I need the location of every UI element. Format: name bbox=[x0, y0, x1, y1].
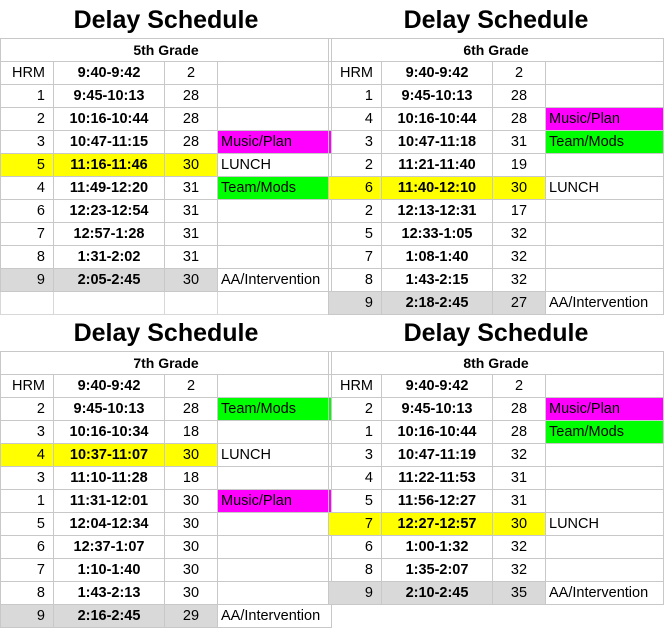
time-cell: 2:18-2:45 bbox=[382, 292, 493, 315]
table-row bbox=[329, 582, 664, 605]
time-cell: 1:10-1:40 bbox=[54, 559, 165, 582]
minutes-cell: 28 bbox=[165, 398, 218, 421]
note-cell: AA/Intervention bbox=[546, 292, 664, 315]
table-row bbox=[329, 559, 664, 582]
minutes-cell: 18 bbox=[165, 421, 218, 444]
grade-header-row bbox=[1, 352, 332, 375]
hrm-cell: HRM bbox=[329, 375, 382, 398]
time-cell: 2:05-2:45 bbox=[54, 269, 165, 292]
time-cell: 10:47-11:15 bbox=[54, 131, 165, 154]
table-row bbox=[1, 375, 332, 398]
time-cell: 1:35-2:07 bbox=[382, 559, 493, 582]
table-row bbox=[329, 154, 664, 177]
schedule-table bbox=[0, 38, 332, 315]
minutes-cell: 28 bbox=[165, 108, 218, 131]
minutes-cell: 30 bbox=[165, 444, 218, 467]
hrm-cell: 7 bbox=[329, 513, 382, 536]
time-cell: 9:45-10:13 bbox=[54, 85, 165, 108]
hrm-cell: 6 bbox=[329, 177, 382, 200]
hrm-cell: 8 bbox=[329, 269, 382, 292]
grade-label: 7th Grade bbox=[1, 352, 332, 375]
table-row bbox=[1, 177, 332, 200]
schedule-7th-grade bbox=[0, 313, 332, 628]
note-cell bbox=[218, 536, 332, 559]
table-row bbox=[329, 398, 664, 421]
note-cell bbox=[218, 246, 332, 269]
table-row bbox=[329, 85, 664, 108]
hrm-cell: 5 bbox=[1, 154, 54, 177]
minutes-cell: 30 bbox=[165, 269, 218, 292]
schedule-5th-grade bbox=[0, 0, 332, 315]
hrm-cell: 7 bbox=[1, 559, 54, 582]
hrm-cell: 2 bbox=[329, 200, 382, 223]
note-cell: LUNCH bbox=[218, 154, 332, 177]
time-cell: 9:40-9:42 bbox=[382, 62, 493, 85]
hrm-cell: 3 bbox=[329, 131, 382, 154]
time-cell: 11:10-11:28 bbox=[54, 467, 165, 490]
minutes-cell: 30 bbox=[165, 559, 218, 582]
hrm-cell: 1 bbox=[329, 85, 382, 108]
empty-cell bbox=[218, 292, 332, 315]
schedule-title: Delay Schedule bbox=[73, 6, 259, 34]
note-cell bbox=[218, 513, 332, 536]
hrm-cell: 3 bbox=[1, 131, 54, 154]
table-row bbox=[1, 490, 332, 513]
schedule-title: Delay Schedule bbox=[73, 319, 259, 347]
hrm-cell: 4 bbox=[1, 444, 54, 467]
hrm-cell: 5 bbox=[1, 513, 54, 536]
hrm-cell: 4 bbox=[1, 177, 54, 200]
note-cell: LUNCH bbox=[546, 177, 664, 200]
table-row bbox=[329, 177, 664, 200]
note-cell bbox=[546, 246, 664, 269]
note-cell: Music/Plan bbox=[546, 108, 664, 131]
time-cell: 2:10-2:45 bbox=[382, 582, 493, 605]
note-cell bbox=[218, 108, 332, 131]
time-cell: 2:16-2:45 bbox=[54, 605, 165, 628]
note-cell bbox=[218, 559, 332, 582]
note-cell: AA/Intervention bbox=[218, 269, 332, 292]
table-row bbox=[329, 269, 664, 292]
hrm-cell: 6 bbox=[1, 536, 54, 559]
hrm-cell: 6 bbox=[329, 536, 382, 559]
note-cell bbox=[218, 375, 332, 398]
time-cell: 10:47-11:18 bbox=[382, 131, 493, 154]
note-cell bbox=[546, 85, 664, 108]
table-row bbox=[329, 131, 664, 154]
minutes-cell: 35 bbox=[493, 582, 546, 605]
minutes-cell: 32 bbox=[493, 223, 546, 246]
minutes-cell: 17 bbox=[493, 200, 546, 223]
note-cell bbox=[218, 62, 332, 85]
table-row bbox=[329, 421, 664, 444]
note-cell: LUNCH bbox=[218, 444, 332, 467]
time-cell: 9:40-9:42 bbox=[54, 62, 165, 85]
minutes-cell: 29 bbox=[165, 605, 218, 628]
hrm-cell: 5 bbox=[329, 223, 382, 246]
table-row bbox=[1, 62, 332, 85]
minutes-cell: 30 bbox=[493, 513, 546, 536]
grade-label: 6th Grade bbox=[329, 39, 664, 62]
note-cell bbox=[218, 200, 332, 223]
time-cell: 9:45-10:13 bbox=[54, 398, 165, 421]
note-cell: Team/Mods bbox=[218, 398, 332, 421]
minutes-cell: 31 bbox=[493, 131, 546, 154]
note-cell bbox=[546, 154, 664, 177]
time-cell: 1:43-2:15 bbox=[382, 269, 493, 292]
hrm-cell: 9 bbox=[1, 269, 54, 292]
time-cell: 10:16-10:44 bbox=[382, 108, 493, 131]
table-row bbox=[329, 292, 664, 315]
hrm-cell: 8 bbox=[1, 246, 54, 269]
schedule-table bbox=[0, 351, 332, 628]
minutes-cell: 2 bbox=[493, 62, 546, 85]
note-cell: AA/Intervention bbox=[546, 582, 664, 605]
note-cell bbox=[218, 467, 332, 490]
hrm-cell: 8 bbox=[1, 582, 54, 605]
note-cell: LUNCH bbox=[546, 513, 664, 536]
grade-header-row bbox=[329, 39, 664, 62]
time-cell: 12:37-1:07 bbox=[54, 536, 165, 559]
schedule-title: Delay Schedule bbox=[403, 6, 589, 34]
table-row bbox=[1, 421, 332, 444]
time-cell: 9:45-10:13 bbox=[382, 85, 493, 108]
note-cell: Music/Plan bbox=[546, 398, 664, 421]
time-cell: 10:16-10:34 bbox=[54, 421, 165, 444]
minutes-cell: 31 bbox=[493, 490, 546, 513]
grade-label: 5th Grade bbox=[1, 39, 332, 62]
minutes-cell: 2 bbox=[493, 375, 546, 398]
table-row bbox=[1, 269, 332, 292]
minutes-cell: 28 bbox=[165, 85, 218, 108]
table-row bbox=[1, 246, 332, 269]
table-row bbox=[1, 582, 332, 605]
hrm-cell: 1 bbox=[1, 490, 54, 513]
minutes-cell: 19 bbox=[493, 154, 546, 177]
minutes-cell: 28 bbox=[493, 421, 546, 444]
hrm-cell: 9 bbox=[329, 292, 382, 315]
time-cell: 9:40-9:42 bbox=[382, 375, 493, 398]
empty-cell bbox=[54, 292, 165, 315]
hrm-cell: 1 bbox=[329, 421, 382, 444]
table-row bbox=[1, 223, 332, 246]
minutes-cell: 2 bbox=[165, 375, 218, 398]
hrm-cell: 2 bbox=[1, 398, 54, 421]
note-cell bbox=[546, 269, 664, 292]
note-cell bbox=[546, 375, 664, 398]
time-cell: 10:47-11:19 bbox=[382, 444, 493, 467]
schedule-table bbox=[328, 38, 664, 315]
grade-header-row bbox=[329, 352, 664, 375]
table-row bbox=[1, 467, 332, 490]
minutes-cell: 18 bbox=[165, 467, 218, 490]
minutes-cell: 27 bbox=[493, 292, 546, 315]
time-cell: 1:00-1:32 bbox=[382, 536, 493, 559]
minutes-cell: 28 bbox=[493, 85, 546, 108]
note-cell bbox=[546, 62, 664, 85]
note-cell bbox=[218, 421, 332, 444]
table-row bbox=[1, 513, 332, 536]
minutes-cell: 31 bbox=[165, 246, 218, 269]
table-row bbox=[329, 467, 664, 490]
hrm-cell: HRM bbox=[329, 62, 382, 85]
hrm-cell: 3 bbox=[329, 444, 382, 467]
minutes-cell: 31 bbox=[493, 467, 546, 490]
note-cell: Music/Plan bbox=[218, 131, 332, 154]
time-cell: 1:08-1:40 bbox=[382, 246, 493, 269]
table-row bbox=[329, 62, 664, 85]
table-row bbox=[329, 536, 664, 559]
table-row bbox=[1, 200, 332, 223]
hrm-cell: 5 bbox=[329, 490, 382, 513]
note-cell bbox=[546, 223, 664, 246]
minutes-cell: 30 bbox=[165, 154, 218, 177]
table-row bbox=[1, 131, 332, 154]
minutes-cell: 28 bbox=[493, 108, 546, 131]
hrm-cell: 4 bbox=[329, 108, 382, 131]
minutes-cell: 31 bbox=[165, 200, 218, 223]
minutes-cell: 32 bbox=[493, 536, 546, 559]
time-cell: 9:45-10:13 bbox=[382, 398, 493, 421]
hrm-cell: 9 bbox=[329, 582, 382, 605]
time-cell: 11:40-12:10 bbox=[382, 177, 493, 200]
note-cell bbox=[218, 85, 332, 108]
hrm-cell: 6 bbox=[1, 200, 54, 223]
hrm-cell: 2 bbox=[329, 398, 382, 421]
table-row bbox=[329, 223, 664, 246]
time-cell: 9:40-9:42 bbox=[54, 375, 165, 398]
table-row bbox=[1, 108, 332, 131]
note-cell bbox=[218, 582, 332, 605]
time-cell: 11:16-11:46 bbox=[54, 154, 165, 177]
hrm-cell: 3 bbox=[1, 467, 54, 490]
hrm-cell: HRM bbox=[1, 62, 54, 85]
hrm-cell: 8 bbox=[329, 559, 382, 582]
hrm-cell: 1 bbox=[1, 85, 54, 108]
minutes-cell: 31 bbox=[165, 223, 218, 246]
note-cell bbox=[546, 444, 664, 467]
table-row bbox=[329, 513, 664, 536]
minutes-cell: 30 bbox=[165, 490, 218, 513]
minutes-cell: 32 bbox=[493, 269, 546, 292]
time-cell: 12:23-12:54 bbox=[54, 200, 165, 223]
note-cell bbox=[546, 536, 664, 559]
minutes-cell: 30 bbox=[165, 536, 218, 559]
minutes-cell: 32 bbox=[493, 444, 546, 467]
note-cell bbox=[546, 490, 664, 513]
minutes-cell: 30 bbox=[165, 513, 218, 536]
table-row bbox=[329, 200, 664, 223]
time-cell: 12:27-12:57 bbox=[382, 513, 493, 536]
note-cell bbox=[546, 467, 664, 490]
time-cell: 11:22-11:53 bbox=[382, 467, 493, 490]
table-row bbox=[329, 246, 664, 269]
time-cell: 1:43-2:13 bbox=[54, 582, 165, 605]
schedule-table bbox=[328, 351, 664, 605]
schedule-title: Delay Schedule bbox=[403, 319, 589, 347]
table-row bbox=[1, 559, 332, 582]
table-row bbox=[1, 154, 332, 177]
schedule-6th-grade bbox=[328, 0, 664, 315]
table-row bbox=[1, 85, 332, 108]
time-cell: 12:57-1:28 bbox=[54, 223, 165, 246]
time-cell: 1:31-2:02 bbox=[54, 246, 165, 269]
hrm-cell: 2 bbox=[1, 108, 54, 131]
grade-header-row bbox=[1, 39, 332, 62]
minutes-cell: 30 bbox=[493, 177, 546, 200]
minutes-cell: 32 bbox=[493, 246, 546, 269]
time-cell: 11:56-12:27 bbox=[382, 490, 493, 513]
hrm-cell: 2 bbox=[329, 154, 382, 177]
hrm-cell: 9 bbox=[1, 605, 54, 628]
minutes-cell: 28 bbox=[493, 398, 546, 421]
minutes-cell: 30 bbox=[165, 582, 218, 605]
time-cell: 11:21-11:40 bbox=[382, 154, 493, 177]
schedule-8th-grade bbox=[328, 313, 664, 605]
note-cell bbox=[218, 223, 332, 246]
table-row bbox=[329, 490, 664, 513]
table-row bbox=[1, 605, 332, 628]
minutes-cell: 2 bbox=[165, 62, 218, 85]
note-cell bbox=[546, 559, 664, 582]
empty-cell bbox=[1, 292, 54, 315]
table-row bbox=[329, 444, 664, 467]
time-cell: 11:31-12:01 bbox=[54, 490, 165, 513]
note-cell: Team/Mods bbox=[546, 131, 664, 154]
empty-cell bbox=[165, 292, 218, 315]
note-cell: Team/Mods bbox=[218, 177, 332, 200]
table-row bbox=[1, 536, 332, 559]
time-cell: 11:49-12:20 bbox=[54, 177, 165, 200]
time-cell: 10:16-10:44 bbox=[382, 421, 493, 444]
minutes-cell: 28 bbox=[165, 131, 218, 154]
time-cell: 10:37-11:07 bbox=[54, 444, 165, 467]
note-cell bbox=[546, 200, 664, 223]
note-cell: Team/Mods bbox=[546, 421, 664, 444]
hrm-cell: HRM bbox=[1, 375, 54, 398]
minutes-cell: 31 bbox=[165, 177, 218, 200]
time-cell: 12:33-1:05 bbox=[382, 223, 493, 246]
table-row bbox=[1, 444, 332, 467]
hrm-cell: 7 bbox=[329, 246, 382, 269]
minutes-cell: 32 bbox=[493, 559, 546, 582]
grade-label: 8th Grade bbox=[329, 352, 664, 375]
time-cell: 10:16-10:44 bbox=[54, 108, 165, 131]
note-cell: Music/Plan bbox=[218, 490, 332, 513]
time-cell: 12:04-12:34 bbox=[54, 513, 165, 536]
hrm-cell: 3 bbox=[1, 421, 54, 444]
note-cell: AA/Intervention bbox=[218, 605, 332, 628]
empty-row bbox=[1, 292, 332, 315]
table-row bbox=[329, 108, 664, 131]
table-row bbox=[329, 375, 664, 398]
hrm-cell: 4 bbox=[329, 467, 382, 490]
time-cell: 12:13-12:31 bbox=[382, 200, 493, 223]
table-row bbox=[1, 398, 332, 421]
hrm-cell: 7 bbox=[1, 223, 54, 246]
